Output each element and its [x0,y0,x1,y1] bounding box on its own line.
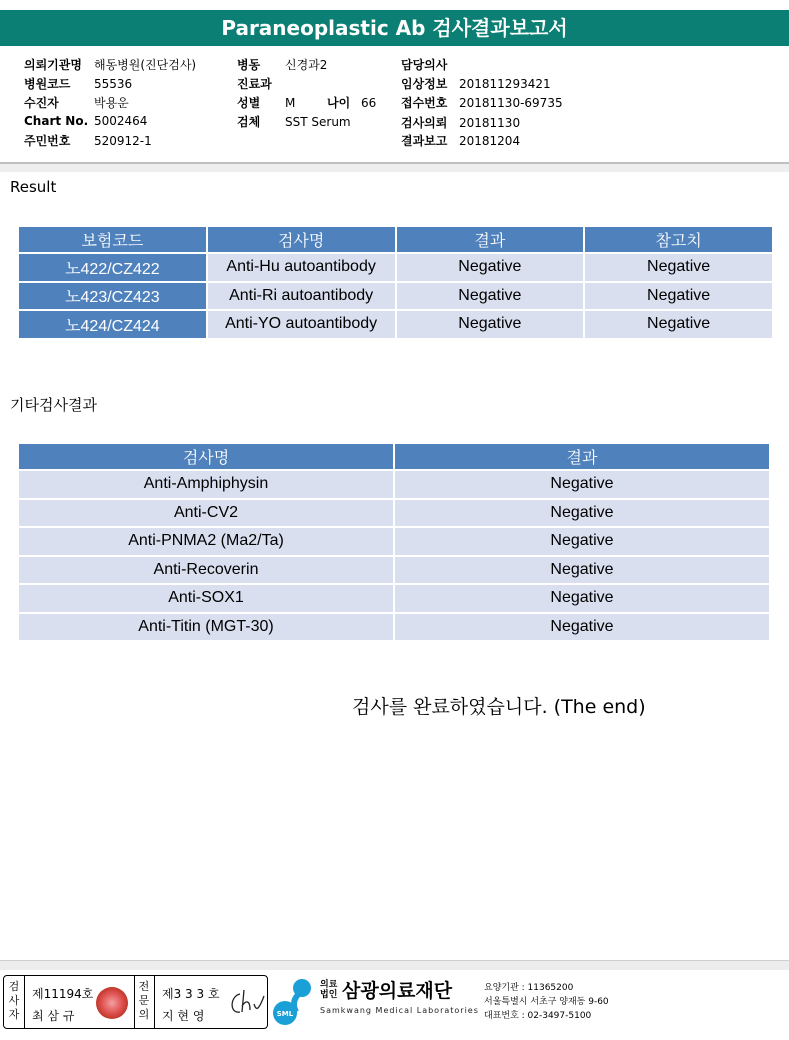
table-row [19,311,772,338]
result-cell: Negative [397,283,584,310]
inspector-name: 최 삼 규 [32,1009,75,1023]
insurance-code-cell: 노423/CZ423 [19,283,206,310]
test-name-cell: Anti-CV2 [19,500,393,527]
header-insurance-code: 보험코드 [19,227,206,252]
reference-cell: Negative [585,283,772,310]
result-cell: Negative [395,614,769,641]
org-phone: 대표번호 : 02-3497-5100 [484,1011,592,1021]
table-row [19,557,769,584]
result-cell: Negative [395,471,769,498]
table-row [19,471,769,498]
header-test-name: 검사명 [19,444,393,469]
org-address: 서울특별시 서초구 양재동 9-60 [484,997,609,1007]
table-row [19,254,772,281]
result-cell: Negative [395,500,769,527]
result-cell: Negative [397,311,584,338]
inspector-license-no: 제11194호 [32,987,94,1001]
test-name-cell: Anti-YO autoantibody [208,311,395,338]
table-row [19,283,772,310]
svg-text:SML: SML [276,1010,294,1018]
result-table [17,225,774,340]
info-age: 나이 66 [327,96,377,110]
sml-logo-icon [272,976,316,1026]
org-english-name: Samkwang Medical Laboratories [320,1006,479,1015]
specialist-label: 전 문 의 [138,980,150,1021]
info-institution: 의뢰기관명 해동병원(진단검사) [24,58,197,72]
other-results-table [17,442,771,642]
test-name-cell: Anti-Hu autoantibody [208,254,395,281]
footer-separator [0,960,789,970]
insurance-code-cell: 노422/CZ422 [19,254,206,281]
info-request-date: 검사의뢰 20181130 [401,116,521,130]
end-message: 검사를 완료하였습니다. (The end) [352,696,646,718]
info-chart-no: Chart No. 5002464 [24,114,148,128]
org-name: 삼광의료재단 [342,980,453,1002]
org-type-label: 의료 법인 [320,980,338,1000]
info-department: 진료과 [237,77,272,91]
test-name-cell: Anti-SOX1 [19,585,393,612]
reference-cell: Negative [585,254,772,281]
header-result: 결과 [395,444,769,469]
report-title: Paraneoplastic Ab 검사결과보고서 [0,10,789,46]
table-row [19,500,769,527]
info-report-date: 결과보고 20181204 [401,134,521,148]
test-name-cell: Anti-Ri autoantibody [208,283,395,310]
result-section-label: Result [10,178,57,196]
header-reference: 참고치 [585,227,772,252]
specialist-name: 지 현 영 [162,1009,205,1023]
table-row [19,614,769,641]
info-clinical: 임상정보 201811293421 [401,77,551,91]
header-result: 결과 [397,227,584,252]
info-ward: 병동 신경과2 [237,58,328,72]
result-cell: Negative [395,528,769,555]
inspector-label: 검 사 자 [8,980,20,1021]
table-header-row [19,444,769,469]
table-row [19,585,769,612]
test-name-cell: Anti-PNMA2 (Ma2/Ta) [19,528,393,555]
header-test-name: 검사명 [208,227,395,252]
insurance-code-cell: 노424/CZ424 [19,311,206,338]
reference-cell: Negative [585,311,772,338]
info-patient-name: 수진자 박용운 [24,96,129,110]
result-cell: Negative [395,585,769,612]
test-name-cell: Anti-Recoverin [19,557,393,584]
result-cell: Negative [395,557,769,584]
table-header-row [19,227,772,252]
test-name-cell: Anti-Titin (MGT-30) [19,614,393,641]
patient-info [0,46,789,164]
signature-icon [226,984,266,1020]
specialist-license-no: 제3 3 3 호 [162,987,220,1001]
info-specimen: 검체 SST Serum [237,115,351,129]
signature-box [3,975,268,1029]
test-name-cell: Anti-Amphiphysin [19,471,393,498]
info-doctor: 담당의사 [401,58,448,72]
seal-stamp-icon [96,987,128,1019]
info-sex: 성별 M [237,96,296,110]
result-cell: Negative [397,254,584,281]
info-hospital-code: 병원코드 55536 [24,77,133,91]
info-receipt-no: 접수번호 20181130-69735 [401,96,563,110]
info-resident-no: 주민번호 520912-1 [24,134,152,148]
table-row [19,528,769,555]
separator [0,164,789,172]
other-section-label: 기타검사결과 [10,396,97,414]
org-code: 요양기관 : 11365200 [484,983,574,993]
